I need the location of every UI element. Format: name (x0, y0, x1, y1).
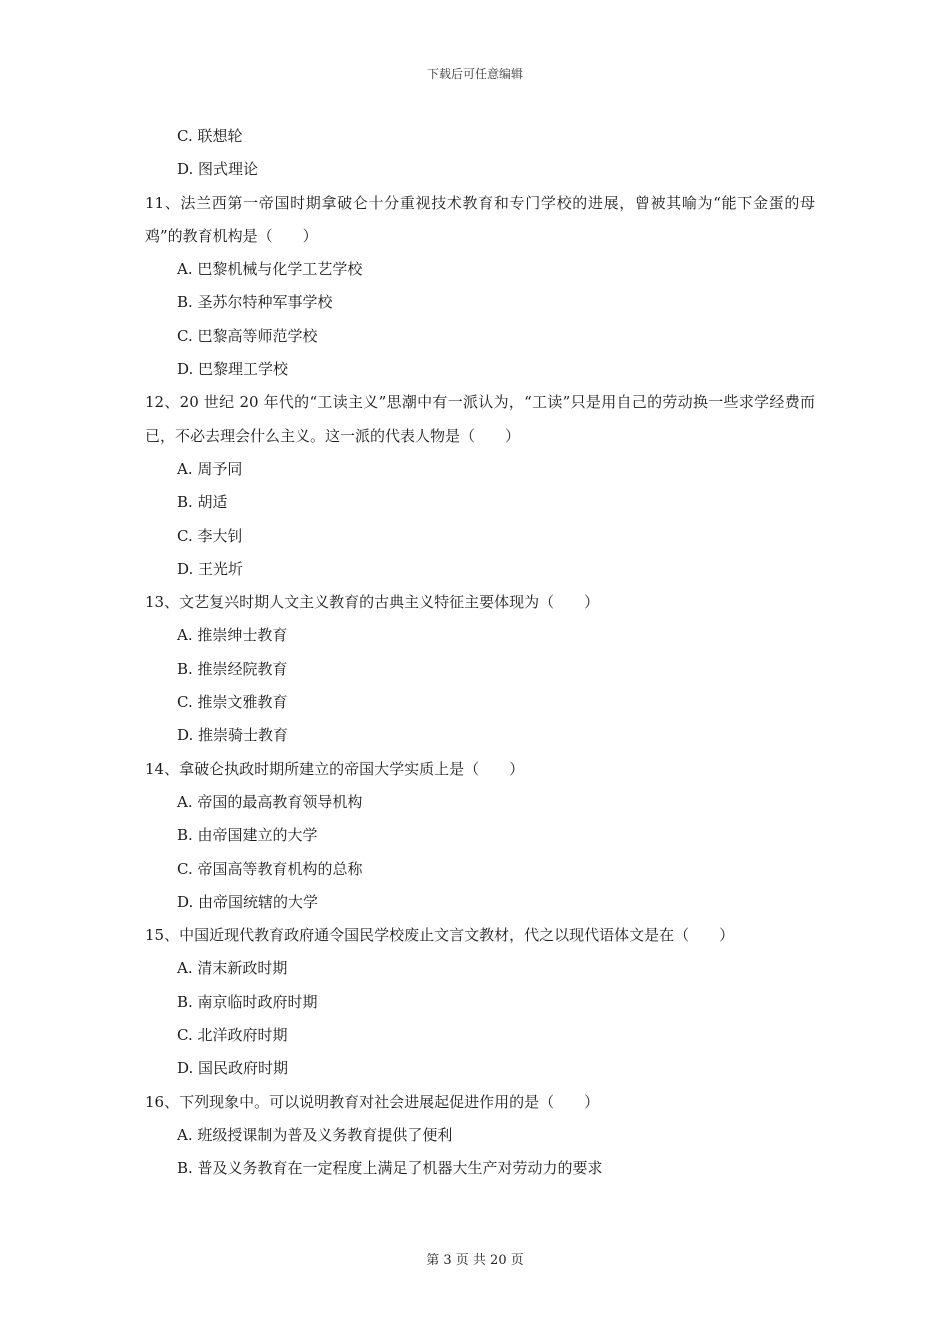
option-c: C. 巴黎高等师范学校 (177, 326, 318, 345)
option-b: B. 推崇经院教育 (177, 659, 288, 678)
option-d: D. 国民政府时期 (177, 1059, 289, 1078)
page-header: 下载后可任意编辑 (426, 67, 523, 81)
option-a: A. 推崇绅士教育 (177, 626, 288, 645)
question-15 (145, 919, 815, 1085)
option-c: C. 北洋政府时期 (177, 1026, 288, 1045)
question-text: 13、文艺复兴时期人文主义教育的古典主义特征主要体现为（ ） (145, 593, 600, 612)
option-b: B. 圣苏尔特种军事学校 (177, 293, 333, 312)
question-16 (145, 1086, 815, 1186)
document-body (145, 120, 815, 1186)
page-footer: 第 3 页 共 20 页 (426, 1253, 524, 1268)
question-13 (145, 586, 815, 752)
option-a: A. 帝国的最高教育领导机构 (177, 792, 363, 811)
option-d: D. 巴黎理工学校 (177, 360, 289, 379)
question-text: 15、中国近现代教育政府通令国民学校废止文言文教材，代之以现代语体文是在（ ） (145, 926, 735, 945)
option-b: B. 胡适 (177, 493, 228, 512)
question-11 (145, 187, 815, 387)
question-text: 16、下列现象中。可以说明教育对社会进展起促进作用的是（ ） (145, 1092, 600, 1111)
question-text: 12、20 世纪 20 年代的“工读主义”思潮中有一派认为，“工读”只是用自己的劳动换一些求学经费而已，不必去理会什么主义。这一派的代表人物是（ ） (145, 393, 815, 445)
option-c: C. 李大钊 (177, 526, 243, 545)
option-b: B. 南京临时政府时期 (177, 992, 318, 1011)
option-a: A. 周予同 (177, 459, 243, 478)
option-d: D. 由帝国统辖的大学 (177, 892, 319, 911)
question-12 (145, 386, 815, 586)
lead-option-c: C. 联想轮 (177, 127, 243, 145)
question-text: 11、法兰西第一帝国时期拿破仑十分重视技术教育和专门学校的进展，曾被其喻为“能下金蛋的母鸡”的教育机构是（ ） (145, 193, 815, 245)
option-d: D. 推崇骑士教育 (177, 726, 289, 745)
option-d: D. 王光圻 (177, 559, 244, 578)
question-text: 14、拿破仑执政时期所建立的帝国大学实质上是（ ） (145, 759, 525, 778)
lead-option-d: D. 图式理论 (177, 160, 259, 179)
option-c: C. 推崇文雅教育 (177, 693, 288, 712)
option-c: C. 帝国高等教育机构的总称 (177, 859, 363, 878)
option-a: A. 班级授课制为普及义务教育提供了便利 (177, 1125, 453, 1144)
option-b: B. 普及义务教育在一定程度上满足了机器大生产对劳动力的要求 (177, 1159, 603, 1178)
question-14 (145, 753, 815, 919)
option-a: A. 清末新政时期 (177, 959, 288, 978)
option-b: B. 由帝国建立的大学 (177, 826, 318, 845)
option-a: A. 巴黎机械与化学工艺学校 (177, 260, 363, 279)
